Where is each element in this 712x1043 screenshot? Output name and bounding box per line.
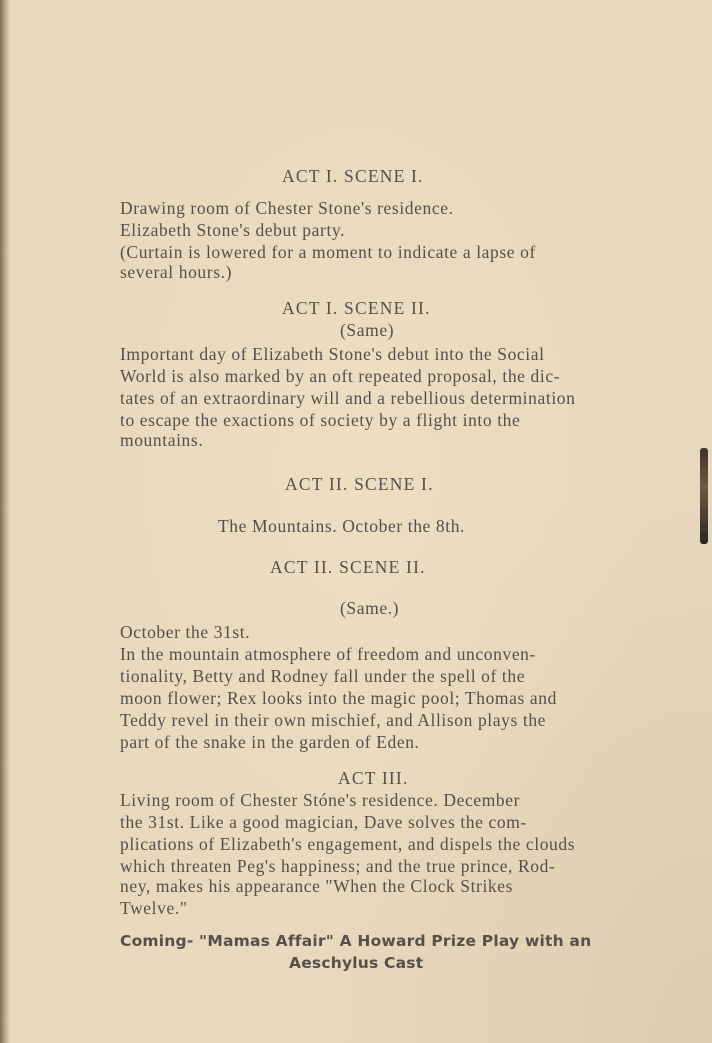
act1-scene1-line-2: Elizabeth Stone's debut party. <box>120 220 346 240</box>
act1-scene2-subheading: (Same) <box>340 320 395 340</box>
act2-scene2-line-1: October the 31st. <box>120 622 251 642</box>
act2-scene2-line-4: moon flower; Rex looks into the magic pool; Thomas and <box>120 688 557 708</box>
act3-line-3: plications of Elizabeth's engagement, and dispels the clouds <box>120 834 576 854</box>
act3-line-2: the 31st. Like a good magician, Dave solves the com- <box>120 812 527 832</box>
act1-scene1-line-3: (Curtain is lowered for a moment to indicate a lapse of <box>120 242 536 262</box>
act2-scene1-line: The Mountains. October the 8th. <box>218 516 466 536</box>
act3-heading: ACT III. <box>338 768 409 788</box>
act2-scene2-line-3: tionality, Betty and Rodney fall under the spell of the <box>120 666 526 686</box>
act3-line-1: Living room of Chester Stóne's residence. December <box>120 790 521 810</box>
act1-scene2-line-2: World is also marked by an oft repeated proposal, the dic- <box>120 366 561 386</box>
act3-line-6: Twelve." <box>120 898 188 918</box>
coming-announcement-line-1: Coming- "Mamas Affair" A Howard Prize Play with an <box>120 932 592 950</box>
coming-announcement-line-2: Aeschylus Cast <box>289 954 424 972</box>
act1-scene2-heading: ACT I. SCENE II. <box>282 298 431 318</box>
act3-line-4: which threaten Peg's happiness; and the true prince, Rod- <box>120 856 556 876</box>
act2-scene2-line-6: part of the snake in the garden of Eden. <box>120 732 420 752</box>
page-left-edge <box>0 0 10 1043</box>
act1-scene1-line-1: Drawing room of Chester Stone's residence. <box>120 198 454 218</box>
act1-scene1-heading: ACT I. SCENE I. <box>282 166 424 186</box>
act1-scene1-line-4: several hours.) <box>120 262 233 282</box>
act2-scene2-subheading: (Same.) <box>340 598 400 618</box>
binding-clip-mark <box>700 448 708 544</box>
act1-scene2-line-1: Important day of Elizabeth Stone's debut into the Social <box>120 344 545 364</box>
act2-scene2-heading: ACT II. SCENE II. <box>270 557 426 577</box>
act2-scene2-line-2: In the mountain atmosphere of freedom and unconven- <box>120 644 536 664</box>
act1-scene2-line-5: mountains. <box>120 430 204 450</box>
act2-scene1-heading: ACT II. SCENE I. <box>285 474 434 494</box>
act1-scene2-line-3: tates of an extraordinary will and a rebellious determination <box>120 388 576 408</box>
act3-line-5: ney, makes his appearance "When the Clock Strikes <box>120 876 514 896</box>
act1-scene2-line-4: to escape the exactions of society by a flight into the <box>120 410 521 430</box>
act2-scene2-line-5: Teddy revel in their own mischief, and Allison plays the <box>120 710 547 730</box>
